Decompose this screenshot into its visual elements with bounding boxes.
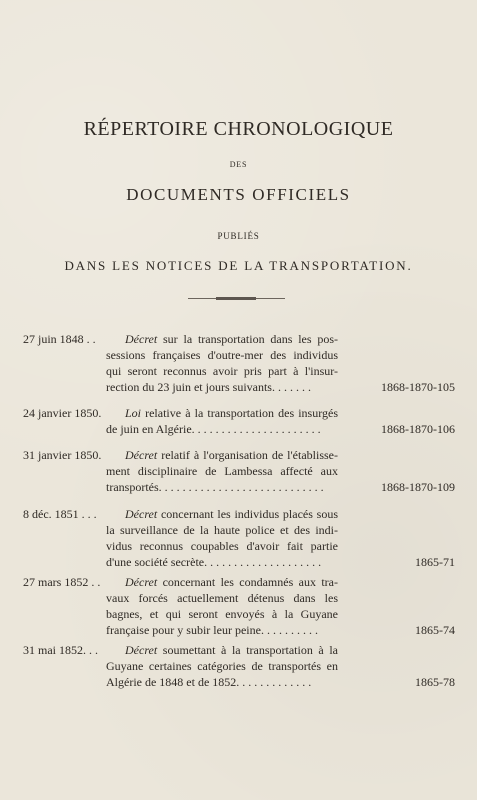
entry-text (106, 447, 338, 495)
entry-line: vidus reconnus coupables d'avoir fait partie (106, 539, 338, 553)
entry-line: transportés. . . . . . . . . . . . . . . . . . . . . . . . . . . . (106, 480, 324, 494)
entry-reference: 1868-1870-105 (381, 380, 455, 394)
entry-reference: 1868-1870-106 (381, 422, 455, 436)
entry-line: qui seront reconnus avoir pris part à l'insur- (106, 364, 338, 378)
publies-label: PUBLIÉS (217, 231, 260, 241)
entry-date: 24 janvier 1850. (23, 406, 102, 420)
entry-text (106, 331, 338, 395)
entry-reference: 1868-1870-109 (381, 480, 455, 494)
entry-date: 27 juin 1848 . . (23, 332, 96, 346)
entry-reference: 1865-78 (415, 675, 455, 689)
entry-date: 8 déc. 1851 . . . (23, 507, 97, 521)
entry-date: 31 mai 1852. . . (23, 643, 98, 657)
entry-line-text: soumettant à la transportation à la (157, 643, 338, 657)
entry-line: Guyane certaines catégories de transportés en (106, 659, 338, 673)
entry-line (106, 574, 338, 590)
entry-date: 31 janvier 1850. (23, 448, 102, 462)
entry-text (106, 506, 338, 570)
entry-line: rection du 23 juin et jours suivants. . . . . . . (106, 380, 311, 394)
entry-type: Décret (125, 643, 158, 657)
title-des: DES (229, 160, 248, 169)
decorative-rule (188, 298, 285, 299)
documents-heading: DOCUMENTS OFFICIELS (126, 185, 351, 204)
entry-line (106, 642, 338, 658)
entry-text (106, 574, 338, 638)
entry-text (106, 405, 338, 437)
entry-type: Loi (125, 406, 142, 420)
entry-line (106, 447, 338, 463)
entry-line (106, 506, 338, 522)
entry-line: bagnes, et qui seront envoyés à la Guyane (106, 607, 338, 621)
entry-line-text: concernant les individus placés sous (157, 507, 338, 521)
entry-date: 27 mars 1852 . . (23, 575, 101, 589)
entry-reference: 1865-74 (415, 623, 455, 637)
entry-line: d'une société secrète. . . . . . . . . . . . . . . . . . . . (106, 555, 322, 569)
entry-line: vaux forcés actuellement détenus dans les (106, 591, 338, 605)
entry-line: la surveillance de la haute police et des indi- (106, 523, 338, 537)
entry-line (106, 331, 338, 347)
entry-line: Algérie de 1848 et de 1852. . . . . . . . . . . . . (106, 675, 312, 689)
entry-line (106, 405, 338, 421)
entry-line-text: relatif à l'organisation de l'établisse- (157, 448, 338, 462)
entry-line: française pour y subir leur peine. . . . . . . . . . (106, 623, 318, 637)
page-title: RÉPERTOIRE CHRONOLOGIQUE (83, 118, 394, 140)
entry-text (106, 642, 338, 690)
entry-line-text: relative à la transportation des insurgés (141, 406, 338, 420)
entry-type: Décret (125, 332, 158, 346)
entry-type: Décret (125, 507, 158, 521)
notices-heading: DANS LES NOTICES DE LA TRANSPORTATION. (64, 258, 413, 273)
entry-line: ment disciplinaire de Lambessa affecté aux (106, 464, 338, 478)
entry-line-text: concernant les condamnés aux tra- (157, 575, 338, 589)
entry-reference: 1865-71 (415, 555, 455, 569)
entry-type: Décret (125, 448, 158, 462)
entry-line: sessions françaises d'outre-mer des individus (106, 348, 338, 362)
entry-line: de juin en Algérie. . . . . . . . . . . . . . . . . . . . . . (106, 422, 321, 436)
entry-line-text: sur la transportation dans les pos- (157, 332, 338, 346)
entry-type: Décret (125, 575, 158, 589)
